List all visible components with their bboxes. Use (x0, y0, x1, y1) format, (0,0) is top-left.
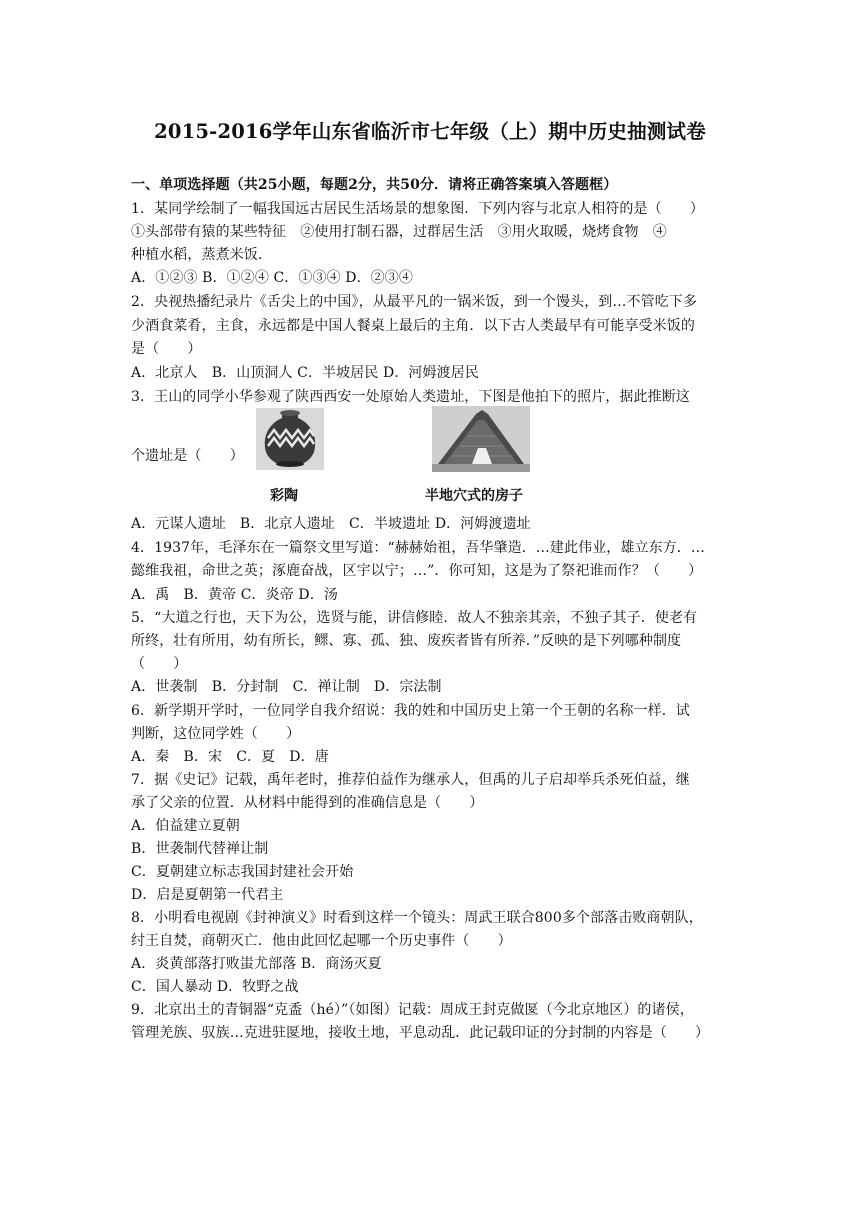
text-line: 3．王山的同学小华参观了陕西西安一处原始人类遗址，下图是他拍下的照片，据此推断这 (131, 389, 690, 405)
text-line: （ ） (131, 656, 188, 672)
text-line: A．①②③ B．①②④ C．①③④ D．②③④ (131, 270, 413, 286)
text-line: 是（ ） (131, 341, 202, 357)
text-line: 种植水稻，蒸煮米饭． (131, 247, 272, 263)
text-line: 9．北京出土的青铜器“克盉（hé）”（如图）记载：周成王封克做匽（今北京地区）的诸侯， (131, 1002, 694, 1018)
caption-painted-pottery: 彩陶 (270, 488, 298, 504)
text-line: 判断，这位同学姓（ ） (131, 726, 301, 742)
text-line: 8．小明看电视剧《封神演义》时看到这样一个镜头：周武王联合800多个部落击败商朝队， (131, 910, 703, 926)
text-line: 懿维我祖，命世之英；涿鹿奋战，区宇以宁；…”．你可知，这是为了祭祀谁而作？（ ） (131, 563, 703, 579)
text-line: A．伯益建立夏朝 (131, 818, 240, 834)
text-line: C．国人暴动 D．牧野之战 (131, 979, 299, 995)
text-line: 7．据《史记》记载，禹年老时，推荐伯益作为继承人，但禹的儿子启却举兵杀死伯益，继 (131, 772, 690, 788)
text-line: C．夏朝建立标志我国封建社会开始 (131, 864, 354, 880)
text-line: 5．“大道之行也，天下为公，选贤与能，讲信修睦．故人不独亲其亲，不独子其子．使老有 (131, 610, 698, 626)
caption-semi-subterranean-house: 半地穴式的房子 (425, 488, 523, 504)
text-line: 6．新学期开学时，一位同学自我介绍说：我的姓和中国历史上第一个王朝的名称一样．试 (131, 703, 690, 719)
semi-subterranean-house-image (432, 406, 530, 472)
q3-stem-tail: 个遗址是（ ） (131, 448, 244, 464)
text-line: A．禹 B．黄帝 C．炎帝 D．汤 (131, 587, 338, 603)
text-line: 纣王自焚，商朝灭亡．他由此回忆起哪一个历史事件（ ） (131, 933, 512, 949)
text-line: 2．央视热播纪录片《舌尖上的中国》，从最平凡的一锅米饭，到一个馒头，到…不管吃下多 (131, 294, 698, 310)
text-line: B．世袭制代替禅让制 (131, 841, 269, 857)
text-line: 4．1937年，毛泽东在一篇祭文里写道：“赫赫始祖，吾华肇造．…建此伟业，雄立东方．… (131, 540, 705, 556)
text-line: ①头部带有猿的某些特征 ②使用打制石器，过群居生活 ③用火取暖，烧烤食物 ④ (131, 224, 667, 240)
painted-pottery-image (256, 408, 324, 470)
text-line: 少酒食菜肴，主食，永远都是中国人餐桌上最后的主角．以下古人类最早有可能享受米饭的 (131, 318, 695, 334)
text-line: A．元谋人遗址 B．北京人遗址 C．半坡遗址 D．河姆渡遗址 (131, 516, 531, 532)
text-line: A．北京人 B．山顶洞人 C．半坡居民 D．河姆渡居民 (131, 365, 479, 381)
text-line: 承了父亲的位置．从材料中能得到的准确信息是（ ） (131, 795, 484, 811)
text-line: A．秦 B．宋 C．夏 D．唐 (131, 749, 329, 765)
section-heading: 一、单项选择题（共25小题，每题2分，共50分．请将正确答案填入答题框） (131, 177, 618, 193)
page-title: 2015-2016学年山东省临沂市七年级（上）期中历史抽测试卷 (154, 120, 706, 143)
text-line: D．启是夏朝第一代君主 (131, 887, 284, 903)
text-line: A．世袭制 B．分封制 C．禅让制 D．宗法制 (131, 679, 442, 695)
text-line: 管理羌族、驭族…克进驻匽地，接收土地，平息动乱．此记载印证的分封制的内容是（ ） (131, 1025, 710, 1041)
text-line: A．炎黄部落打败蚩尤部落 B．商汤灭夏 (131, 956, 382, 972)
text-line: 1．某同学绘制了一幅我国远古居民生活场景的想象图．下列内容与北京人相符的是（ ） (131, 201, 705, 217)
text-line: 所终，壮有所用，幼有所长，鳏、寡、孤、独、废疾者皆有所养．”反映的是下列哪种制度 (131, 633, 682, 649)
